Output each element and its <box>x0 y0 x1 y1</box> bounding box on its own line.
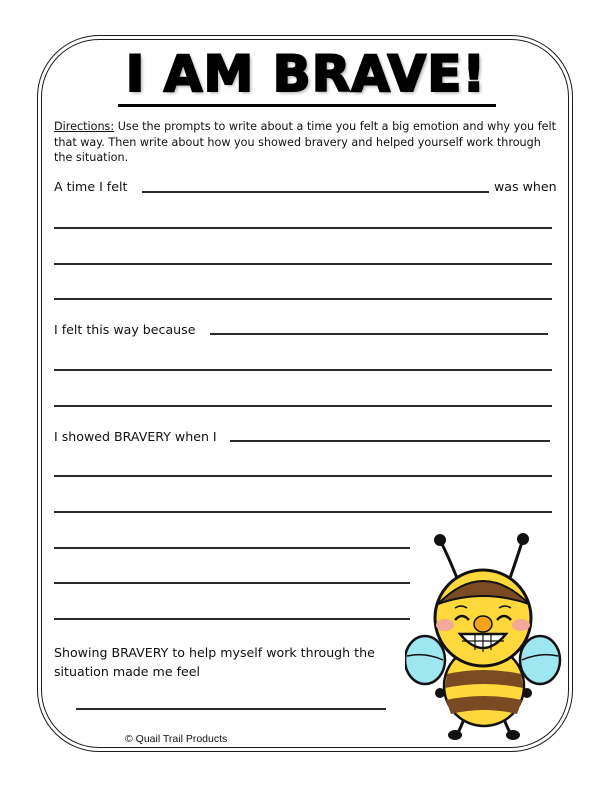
answer-line[interactable] <box>54 547 410 549</box>
answer-line[interactable] <box>54 511 552 513</box>
title-underline <box>118 104 496 107</box>
prompt-was-when: was when <box>494 179 557 194</box>
directions-label: Directions: <box>54 120 115 133</box>
prompt-time-i-felt: A time I felt <box>54 179 128 194</box>
smiling-bee-icon <box>405 528 565 748</box>
answer-line-because[interactable] <box>210 333 548 335</box>
answer-line[interactable] <box>54 298 552 300</box>
answer-line[interactable] <box>54 405 552 407</box>
answer-line[interactable] <box>54 475 552 477</box>
prompt-made-me-feel: Showing BRAVERY to help myself work through the situation made me feel <box>54 645 375 679</box>
answer-line-emotion[interactable] <box>142 191 489 193</box>
answer-line-feeling[interactable] <box>76 708 386 710</box>
answer-line-bravery[interactable] <box>230 440 550 442</box>
answer-line[interactable] <box>54 227 552 229</box>
prompt-showed-bravery: I showed BRAVERY when I <box>54 429 217 444</box>
answer-line[interactable] <box>54 369 552 371</box>
answer-line[interactable] <box>54 618 410 620</box>
directions <box>54 119 559 166</box>
page-title: I AM BRAVE! <box>125 45 487 103</box>
copyright-text: © Quail Trail Products <box>125 733 228 745</box>
prompt-felt-because: I felt this way because <box>54 322 196 337</box>
directions-text: Use the prompts to write about a time you felt a big emotion and why you felt that way. Then write about how you showed bravery and helped yourself work through the situation. <box>54 120 557 164</box>
answer-line[interactable] <box>54 263 552 265</box>
answer-line[interactable] <box>54 582 410 584</box>
